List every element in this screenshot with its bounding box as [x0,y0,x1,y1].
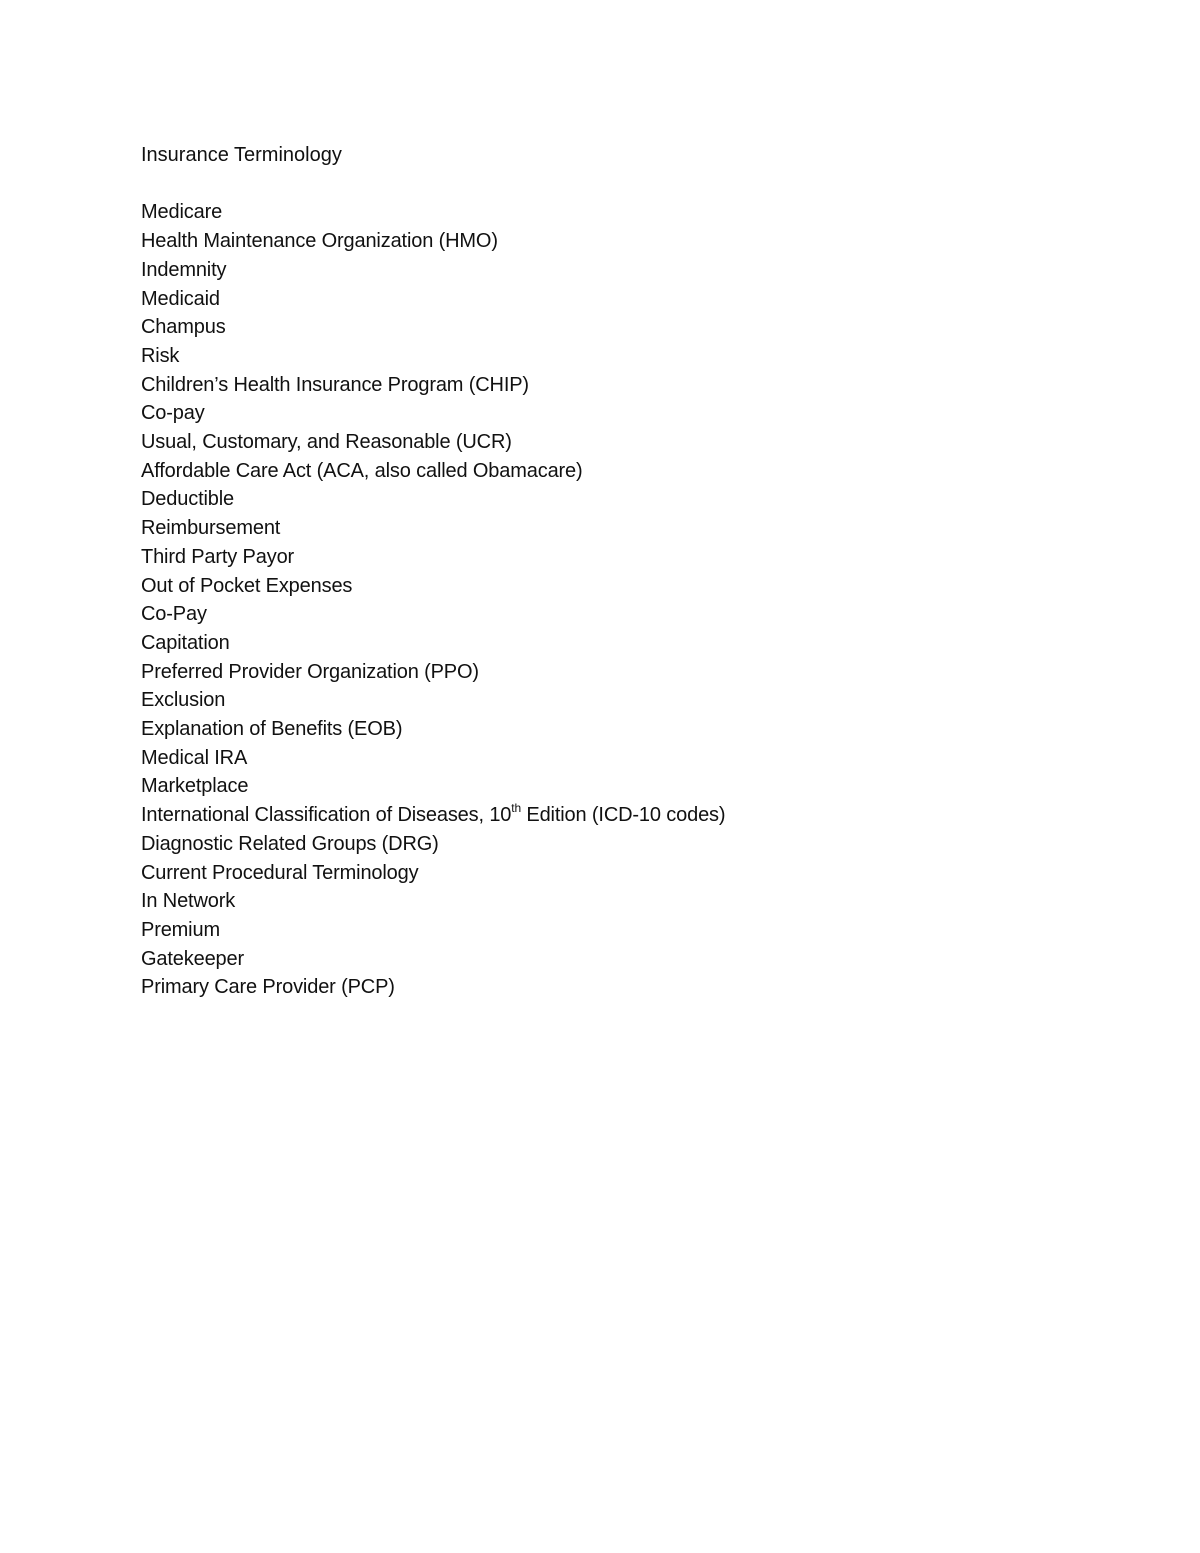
term-item: Current Procedural Terminology [141,861,419,884]
term-item: Preferred Provider Organization (PPO) [141,660,479,683]
term-item: Medicare [141,201,223,224]
term-item: Gatekeeper [141,947,245,970]
term-text-before-superscript: International Classification of Diseases, 10 [141,804,512,827]
term-text-after-superscript: Edition (ICD-10 codes) [520,804,726,827]
term-item: Third Party Payor [141,545,295,568]
term-item: Explanation of Benefits (EOB) [141,718,403,741]
term-item: Primary Care Provider (PCP) [141,976,395,999]
blank-line [141,170,1041,199]
term-item: Deductible [141,488,235,511]
term-item: In Network [141,890,236,913]
term-item: Usual, Customary, and Reasonable (UCR) [141,431,512,454]
term-item: Champus [141,316,226,339]
term-item: Health Maintenance Organization (HMO) [141,230,498,253]
term-item-icd10 [141,801,1041,830]
document-body [141,141,1041,1002]
document-title: Insurance Terminology [141,144,342,166]
term-item: Marketplace [141,775,249,798]
term-list [141,198,1041,1002]
term-item: Out of Pocket Expenses [141,574,353,597]
term-item: Diagnostic Related Groups (DRG) [141,832,439,855]
ordinal-superscript: th [511,800,521,815]
term-item: Risk [141,344,180,367]
term-item: Medical IRA [141,746,248,769]
term-item: Children’s Health Insurance Program (CHIP) [141,373,529,396]
term-item: Capitation [141,631,230,654]
term-item: Medicaid [141,287,220,310]
term-item: Co-Pay [141,603,207,626]
term-item: Exclusion [141,689,226,712]
term-item: Indemnity [141,258,227,281]
term-item: Reimbursement [141,517,281,540]
term-item: Affordable Care Act (ACA, also called Obamacare) [141,459,583,482]
term-item: Premium [141,918,220,941]
term-item: Co-pay [141,402,205,425]
